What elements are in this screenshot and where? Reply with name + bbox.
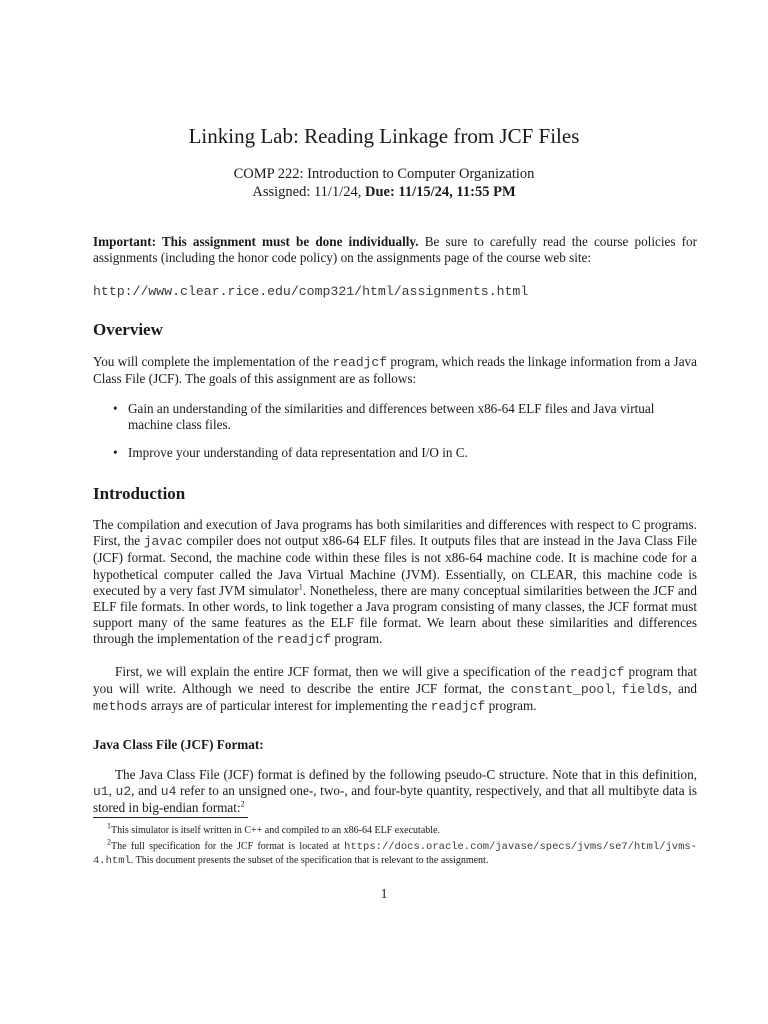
intro-text: First, we will explain the entire JCF format, then we will give a specification of the (115, 664, 570, 679)
overview-text-1: You will complete the implementation of the (93, 354, 333, 369)
page-number: 1 (380, 886, 388, 901)
code-u2: u2 (115, 784, 132, 800)
intro-text: . Nonetheless, there are many conceptual similarities between the JCF and ELF file formats. In other words, to link together a Java program consisting of many classes, the JCF format must support many of the same features as the ELF file format. We learn about these similarities and differences through the implementation of the (93, 582, 697, 647)
overview-text-2: program, which reads the linkage information from a Java Class File (JCF). The goals of this assignment are as follows: (93, 354, 697, 387)
important-notice (93, 234, 697, 266)
bullet-icon: • (113, 445, 118, 460)
list-item-text: Gain an understanding of the similarities and differences between x86-64 ELF files and Java virtual machine class files. (128, 401, 655, 433)
code-readjcf: readjcf (569, 665, 625, 680)
footnote-mark-1: 1 (107, 821, 111, 831)
intro-text: program. (331, 631, 383, 647)
code-readjcf: readjcf (430, 699, 486, 715)
important-lead: Important: This assignment must be done individually. (93, 234, 419, 249)
code-methods: methods (93, 699, 148, 715)
intro-text: arrays are of particular interest for implementing the (147, 698, 431, 714)
code-fields: fields (621, 682, 669, 698)
footnote-2-text: . This document presents the subset of the specification that is relevant to the assignment. (130, 855, 489, 866)
overview-paragraph (93, 354, 697, 387)
footnote-ref-1: 1 (298, 582, 303, 592)
list-item (113, 445, 697, 461)
assignments-url: http://www.clear.rice.edu/comp321/html/assignments.html (93, 284, 529, 299)
introduction-heading: Introduction (93, 484, 186, 503)
code-u1: u1 (93, 784, 109, 800)
code-constant-pool: constant_pool (510, 682, 613, 698)
footnote-2-text: The full specification for the JCF format is located at (111, 841, 345, 852)
jcf-text: , (108, 783, 116, 799)
jcf-text: refer to an unsigned one-, two-, and four-byte quantity, respectively, and that all multibyte data is stored in big-endian format: (93, 783, 697, 816)
code-javac: javac (143, 534, 183, 550)
jcf-format-paragraph (93, 767, 697, 817)
intro-text: , (612, 681, 622, 697)
jcf-text: , and (131, 783, 161, 799)
code-u4: u4 (160, 784, 177, 800)
overview-heading: Overview (93, 320, 163, 339)
footnote-2 (93, 837, 697, 868)
footnote-divider (93, 817, 248, 818)
introduction-paragraph-2 (93, 664, 697, 716)
list-item-text: Improve your understanding of data representation and I/O in C. (128, 445, 468, 460)
intro-text: program. (485, 698, 537, 714)
assigned-date: Assigned: 11/1/24, (252, 184, 362, 200)
intro-text: The compilation and execution of Java programs has both similarities and differences with respect to C programs. First, the (93, 517, 697, 549)
footnote-mark-2: 2 (107, 837, 111, 847)
footnote-1-text: This simulator is itself written in C++ and compiled to an x86-64 ELF executable. (111, 825, 440, 836)
footnote-ref-2: 2 (240, 800, 245, 810)
intro-text: , and (668, 681, 698, 697)
jcf-text: The Java Class File (JCF) format is defined by the following pseudo-C structure. Note that in this definition, (115, 767, 697, 782)
important-text: Be sure to carefully read the course policies for assignments (including the honor code policy) on the assignments page of the course web site: (93, 234, 697, 266)
bullet-icon: • (113, 401, 118, 416)
assignment-dates (0, 184, 768, 201)
jvms-url: https://docs.oracle.com/javase/specs/jvms/se7/html/jvms-4.html (93, 841, 697, 867)
document-title: Linking Lab: Reading Linkage from JCF Files (188, 124, 580, 148)
intro-text: compiler does not output x86-64 ELF files. It outputs files that are instead in the Java Class File (JCF) format. Second, the machine code within these files is not x86-64 machine code. It is machine code for a hypothetical computer called the Java Virtual Machine (JVM). Essentially, on CLEAR, this machine code is executed by a very fast JVM simulator (93, 533, 698, 598)
due-date: Due: 11/15/24, 11:55 PM (365, 184, 516, 200)
jcf-format-heading: Java Class File (JCF) Format: (93, 737, 264, 752)
footnote-1 (93, 821, 697, 837)
list-item (113, 401, 697, 433)
introduction-paragraph-1 (93, 517, 697, 649)
course-name: COMP 222: Introduction to Computer Organization (233, 166, 535, 182)
code-readjcf: readjcf (276, 632, 332, 648)
intro-text: program that you will write. Although we need to describe the entire JCF format, the (93, 664, 697, 697)
code-readjcf: readjcf (332, 355, 388, 370)
